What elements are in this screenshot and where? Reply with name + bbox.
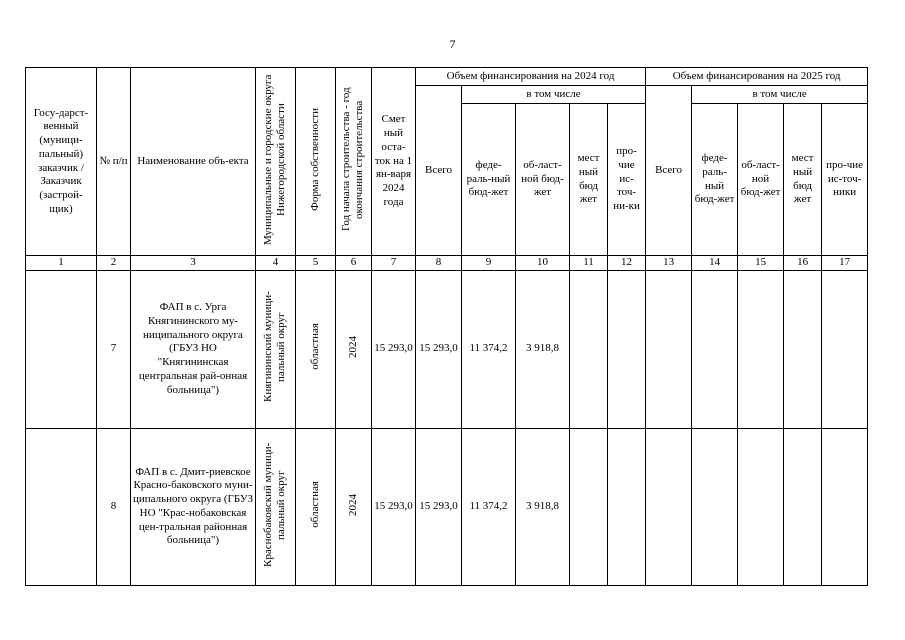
row-federal-2025 <box>692 270 738 428</box>
row-municipality-cell <box>256 428 296 586</box>
column-number: 12 <box>608 256 646 271</box>
column-number: 3 <box>131 256 256 271</box>
column-number: 6 <box>336 256 372 271</box>
row-balance: 15 293,0 <box>372 270 416 428</box>
row-customer <box>26 428 97 586</box>
column-number: 4 <box>256 256 296 271</box>
header-federal-2025: феде-раль-ный бюд-жет <box>692 104 738 256</box>
row-local-2025 <box>784 428 822 586</box>
header-other-2024: про-чие ис-точ-ни-ки <box>608 104 646 256</box>
row-total-2024: 15 293,0 <box>416 428 462 586</box>
row-years: 2024 <box>346 335 359 358</box>
row-other-2024 <box>608 270 646 428</box>
row-years-cell <box>336 270 372 428</box>
row-years-cell <box>336 428 372 586</box>
column-number: 15 <box>738 256 784 271</box>
table-row <box>26 270 868 428</box>
row-other-2024 <box>608 428 646 586</box>
row-municipality-cell <box>256 270 296 428</box>
header-years-cell <box>336 68 372 256</box>
row-num: 7 <box>97 270 131 428</box>
column-number: 9 <box>462 256 516 271</box>
column-number: 1 <box>26 256 97 271</box>
page-number: 7 <box>449 37 456 51</box>
row-other-2025 <box>822 270 868 428</box>
header-customer: Госу-дарст-венный (муници-пальный) заказчик / Заказчик (застрой-щик) <box>26 68 97 256</box>
column-number: 10 <box>516 256 570 271</box>
row-ownership: областная <box>308 481 321 528</box>
row-federal-2025 <box>692 428 738 586</box>
header-fin-2024: Объем финансирования на 2024 год <box>416 68 646 86</box>
header-fin-2025: Объем финансирования на 2025 год <box>646 68 868 86</box>
row-ownership: областная <box>308 323 321 371</box>
row-ownership-cell <box>296 270 336 428</box>
header-other-2025: про-чие ис-точ-ники <box>822 104 868 256</box>
header-years: Год начала строительства - год окончания строительства <box>340 87 366 231</box>
header-local-2024: мест ный бюд жет <box>570 104 608 256</box>
header-incl-2024: в том числе <box>462 86 646 104</box>
header-municipality-cell <box>256 68 296 256</box>
row-regional-2025 <box>738 270 784 428</box>
header-incl-2025: в том числе <box>692 86 868 104</box>
header-total-2024: Всего <box>416 86 462 256</box>
row-object-name: ФАП в с. Дмит-риевское Красно-баковского муни-ципального округа (ГБУЗ НО "Крас-нобаковская цен-тральная районная больница") <box>131 428 256 586</box>
header-federal-2024: феде-раль-ный бюд-жет <box>462 104 516 256</box>
row-federal-2024: 11 374,2 <box>462 270 516 428</box>
column-number: 11 <box>570 256 608 271</box>
row-years: 2024 <box>346 493 359 516</box>
row-balance: 15 293,0 <box>372 428 416 586</box>
row-other-2025 <box>822 428 868 586</box>
row-total-2025 <box>646 270 692 428</box>
header-regional-2024: об-ласт-ной бюд-жет <box>516 104 570 256</box>
header-ownership: Форма собственности <box>308 107 321 211</box>
row-municipality: Княгининский муници-пальный округ <box>262 291 288 403</box>
column-number: 5 <box>296 256 336 271</box>
row-total-2025 <box>646 428 692 586</box>
header-regional-2025: об-ласт-ной бюд-жет <box>738 104 784 256</box>
row-customer <box>26 270 97 428</box>
header-municipality: Муниципальные и городские округа Нижегородской области <box>262 73 288 245</box>
column-number: 2 <box>97 256 131 271</box>
row-ownership-cell <box>296 428 336 586</box>
row-total-2024: 15 293,0 <box>416 270 462 428</box>
row-regional-2025 <box>738 428 784 586</box>
row-federal-2024: 11 374,2 <box>462 428 516 586</box>
column-number: 16 <box>784 256 822 271</box>
row-local-2024 <box>570 270 608 428</box>
header-ownership-cell <box>296 68 336 256</box>
row-num: 8 <box>97 428 131 586</box>
table-row <box>26 428 868 586</box>
column-number: 14 <box>692 256 738 271</box>
row-regional-2024: 3 918,8 <box>516 270 570 428</box>
financing-table <box>25 67 868 586</box>
header-total-2025: Всего <box>646 86 692 256</box>
header-num: № п/п <box>97 68 131 256</box>
column-number: 17 <box>822 256 868 271</box>
header-object-name: Наименование объ-екта <box>131 68 256 256</box>
header-balance: Смет ный оста-ток на 1 ян-варя 2024 года <box>372 68 416 256</box>
row-local-2025 <box>784 270 822 428</box>
row-municipality: Краснобаковский муници-пальный округ <box>262 442 288 567</box>
column-number: 8 <box>416 256 462 271</box>
column-number: 7 <box>372 256 416 271</box>
row-regional-2024: 3 918,8 <box>516 428 570 586</box>
row-local-2024 <box>570 428 608 586</box>
column-number: 13 <box>646 256 692 271</box>
column-number-row <box>26 256 868 271</box>
row-object-name: ФАП в с. Урга Княгининского му-ниципального округа (ГБУЗ НО "Княгининская центральная рай-онная больница") <box>131 270 256 428</box>
header-local-2025: мест ный бюд жет <box>784 104 822 256</box>
